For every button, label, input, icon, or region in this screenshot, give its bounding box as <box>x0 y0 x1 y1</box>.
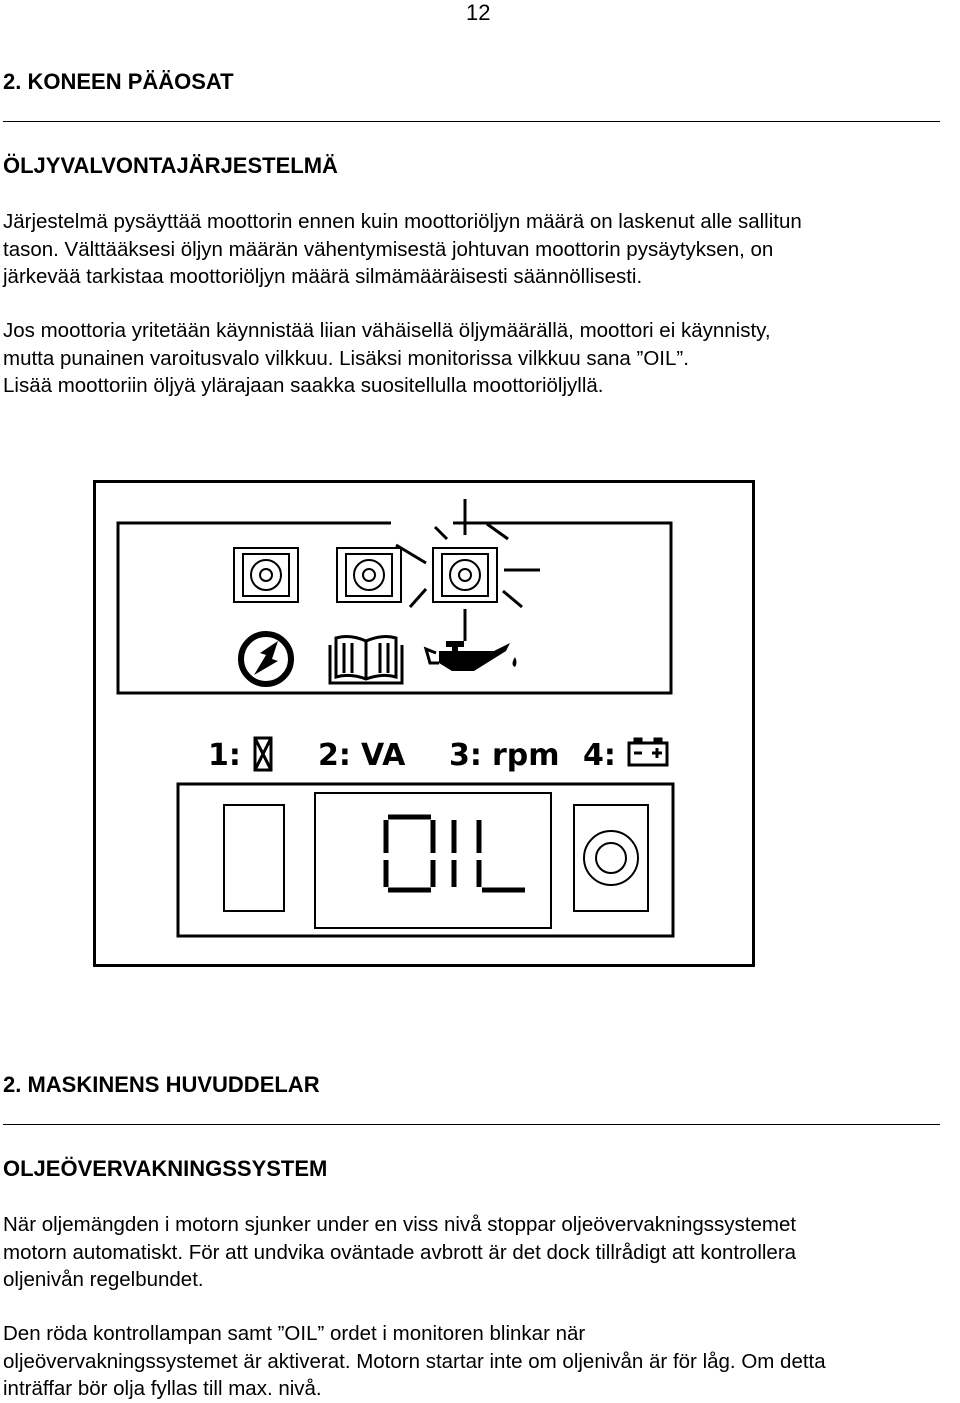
display-panel <box>178 784 673 936</box>
mode-1-number: 1: <box>208 738 241 773</box>
divider-rule-fi <box>3 121 940 122</box>
mode-3-number: 3: <box>449 738 482 773</box>
mode-2-unit: VA <box>361 738 406 773</box>
mode-3-unit: rpm <box>492 738 560 773</box>
paragraph-sv-2: Den röda kontrollampan samt ”OIL” ordet i monitoren blinkar när oljeövervakningssystemet är aktiverat. Motorn startar inte om oljenivån är för låg. Om detta inträffar bör olja fyllas till max. nivå. <box>3 1322 826 1400</box>
page-number: 12 <box>466 0 491 25</box>
lamp-icon <box>337 548 401 602</box>
mode-4-number: 4: <box>583 738 616 773</box>
segment-letter-l <box>479 820 525 890</box>
section-heading-fi: 2. KONEEN PÄÄOSAT <box>3 69 234 94</box>
lcd-oil-readout <box>386 817 525 890</box>
subheading-fi: ÖLJYVALVONTAJÄRJESTELMÄ <box>3 153 338 178</box>
segment-letter-o <box>386 817 433 890</box>
mode-2-number: 2: <box>318 738 351 773</box>
mode-4-label <box>583 738 667 773</box>
mode-2-label <box>318 738 406 773</box>
divider-rule-sv <box>3 1124 940 1125</box>
mode-3-label <box>449 738 560 773</box>
section-heading-sv: 2. MASKINENS HUVUDDELAR <box>3 1072 320 1097</box>
lamp-icon <box>234 548 298 602</box>
battery-icon <box>629 739 667 765</box>
control-panel-figure <box>93 480 755 967</box>
subheading-sv: OLJEÖVERVAKNINGSSYSTEM <box>3 1156 328 1181</box>
selector-knob-icon <box>574 805 648 911</box>
mode-1-label <box>208 738 271 773</box>
paragraph-fi-2: Jos moottoria yritetään käynnistää liian vähäisellä öljymäärällä, moottori ei käynnisty, mutta punainen varoitusvalo vilkkuu. Lisäksi monitorissa vilkkuu sana ”OIL”. Lisää moottoriin öljyä ylärajaan saakka suositellulla moottoriöljyllä. <box>3 319 771 397</box>
paragraph-fi-1: Järjestelmä pysäyttää moottorin ennen kuin moottoriöljyn määrä on laskenut alle sallitun tason. Välttääksesi öljyn määrän vähentymisestä johtuvan moottorin pysäytyksen, on järkevää tarkistaa moottoriöljyn määrä silmämääräisesti säännöllisesti. <box>3 210 802 288</box>
blinking-lamp-icon <box>396 499 540 641</box>
paragraph-sv-1: När oljemängden i motorn sjunker under en viss nivå stoppar oljeövervakningssystemet motorn automatiskt. För att undvika oväntade avbrott är det dock tillrådigt att kontrollera oljenivån regelbundet. <box>3 1213 797 1291</box>
display-side-window <box>224 805 284 911</box>
manual-book-icon <box>330 637 402 683</box>
hourglass-icon <box>255 738 271 770</box>
overload-lightning-icon <box>241 634 291 684</box>
oil-can-icon <box>426 641 517 671</box>
